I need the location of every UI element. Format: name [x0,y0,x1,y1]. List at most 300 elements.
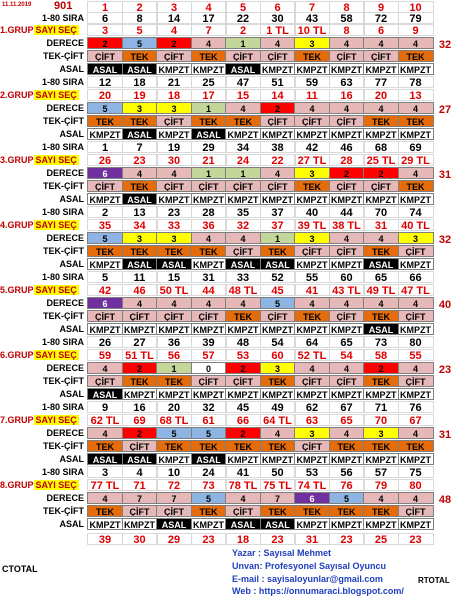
tekcift-label: TEK-ÇİFT [43,376,84,386]
derece-cell: 3 [398,232,434,244]
value-cell: 73 [191,479,227,491]
tekcift-cell: ÇİFT [294,440,330,452]
sayi-sec-badge: SAYI SEÇ [35,155,77,165]
asal-cell: KMPZT [294,193,330,205]
tekcift-cell: TEK [260,375,296,387]
sayi-sec-badge: SAYI SEÇ [35,25,77,35]
sira-cell: 14 [156,12,192,24]
derece-cell: 1 [191,167,227,179]
value-cell: 75 TL [260,479,296,491]
tekcift-cell: TEK [363,310,399,322]
tekcift-cell: ÇİFT [329,180,365,192]
sira-cell: 41 [225,466,261,478]
asal-cell: KMPZT [122,323,158,335]
value-cell: 19 [122,89,158,101]
asal-cell: ASAL [156,258,192,270]
sira-cell: 77 [363,76,399,88]
sira-cell: 71 [363,401,399,413]
asal-cell: KMPZT [329,323,365,335]
asal-cell: ASAL [191,453,227,465]
asal-cell: KMPZT [191,63,227,75]
derece-cell: 7 [122,492,158,504]
derece-cell: 5 [122,37,158,49]
asal-cell: KMPZT [156,128,192,140]
ctotal-label: CTOTAL [2,564,38,574]
tekcift-cell: TEK [398,50,434,62]
derece-cell: 2 [156,37,192,49]
asal-label: ASAL [59,259,84,269]
asal-cell: KMPZT [398,258,434,270]
derece-cell: 4 [294,362,330,374]
group-header: 8.GRUP SAYI SEÇ [0,480,77,490]
tekcift-cell: ÇİFT [122,310,158,322]
asal-cell: KMPZT [87,128,123,140]
value-cell: 6 [363,24,399,36]
column-header: 9 [363,1,399,13]
tekcift-cell: TEK [294,180,330,192]
tekcift-cell: TEK [260,440,296,452]
asal-cell: KMPZT [294,453,330,465]
group-header: 5.GRUP SAYI SEÇ [0,285,77,295]
derece-cell: 4 [225,102,261,114]
sira-label: 1-80 SIRA [41,207,84,217]
asal-cell: ASAL [191,128,227,140]
value-cell: 18 [156,89,192,101]
derece-cell: 3 [294,427,330,439]
derece-label: DERECE [46,493,84,503]
column-header: 2 [122,1,158,13]
asal-cell: ASAL [122,258,158,270]
value-cell: 63 [294,414,330,426]
derece-cell: 5 [156,427,192,439]
group-total: 27 [438,104,452,116]
value-cell: 5 [122,24,158,36]
value-cell: 41 [294,284,330,296]
derece-cell: 2 [363,167,399,179]
tekcift-cell: ÇİFT [156,505,192,517]
sira-cell: 79 [398,12,434,24]
sira-cell: 27 [122,336,158,348]
tekcift-cell: TEK [87,115,123,127]
asal-label: ASAL [59,194,84,204]
tekcift-cell: TEK [225,115,261,127]
derece-cell: 4 [225,232,261,244]
tekcift-cell: ÇİFT [398,245,434,257]
derece-cell: 4 [398,427,434,439]
asal-cell: KMPZT [225,128,261,140]
tekcift-cell: ÇİFT [329,115,365,127]
sira-cell: 18 [122,76,158,88]
tekcift-cell: TEK [191,50,227,62]
sira-cell: 17 [191,12,227,24]
asal-cell: KMPZT [225,193,261,205]
asal-cell: KMPZT [225,453,261,465]
value-cell: 31 [363,219,399,231]
asal-cell: KMPZT [329,388,365,400]
credits-author: Yazar : Sayısal Mehmet [232,548,332,558]
sira-cell: 24 [191,466,227,478]
sira-cell: 69 [398,141,434,153]
derece-cell: 5 [87,102,123,114]
value-cell: 25 TL [363,154,399,166]
derece-cell: 2 [87,37,123,49]
derece-cell: 4 [260,37,296,49]
value-cell: 32 [225,219,261,231]
derece-cell: 3 [122,102,158,114]
derece-cell: 0 [191,362,227,374]
value-cell: 59 [87,349,123,361]
tekcift-cell: ÇİFT [329,245,365,257]
sira-cell: 47 [225,76,261,88]
value-cell: 56 [156,349,192,361]
derece-cell: 4 [329,102,365,114]
sira-cell: 30 [260,12,296,24]
column-header: 8 [329,1,365,13]
tekcift-label: TEK-ÇİFT [43,181,84,191]
asal-cell: KMPZT [294,63,330,75]
group-header: 1.GRUP SAYI SEÇ [0,25,77,35]
group-header: 7.GRUP SAYI SEÇ [0,415,77,425]
credits-web: Web : https://onnumaraci.blogspot.com/ [232,586,404,596]
derece-cell: 2 [329,167,365,179]
sira-cell: 4 [122,466,158,478]
derece-cell: 6 [294,492,330,504]
value-cell: 70 [363,414,399,426]
derece-label: DERECE [46,168,84,178]
value-cell: 58 [363,349,399,361]
value-cell: 57 [191,349,227,361]
tekcift-cell: TEK [398,440,434,452]
date-label: 11.11.2019 [2,2,32,8]
asal-label: ASAL [59,519,84,529]
tekcift-cell: TEK [225,440,261,452]
asal-cell: KMPZT [329,63,365,75]
value-cell: 80 [398,479,434,491]
sira-cell: 67 [329,401,365,413]
value-cell: 53 [225,349,261,361]
sira-cell: 10 [156,466,192,478]
value-cell: 48 TL [225,284,261,296]
sira-cell: 37 [260,206,296,218]
value-cell: 24 [225,154,261,166]
sira-cell: 72 [363,12,399,24]
value-cell: 8 [329,24,365,36]
tekcift-cell: ÇİFT [225,505,261,517]
derece-cell: 6 [87,167,123,179]
group-header: 6.GRUP SAYI SEÇ [0,350,77,360]
tekcift-cell: TEK [260,245,296,257]
sira-cell: 2 [87,206,123,218]
derece-cell: 4 [398,102,434,114]
asal-cell: KMPZT [191,258,227,270]
group-total: 23 [438,364,452,376]
sira-cell: 36 [156,336,192,348]
asal-cell: KMPZT [122,388,158,400]
asal-cell: ASAL [260,518,296,530]
derece-cell: 4 [363,232,399,244]
sira-cell: 53 [294,466,330,478]
sira-cell: 70 [363,206,399,218]
value-cell: 22 [260,154,296,166]
tekcift-cell: ÇİFT [225,180,261,192]
ctotal-cell: 23 [260,533,296,545]
tekcift-cell: ÇİFT [363,180,399,192]
ctotal-cell: 23 [398,533,434,545]
derece-cell: 4 [156,297,192,309]
asal-label: ASAL [59,389,84,399]
sira-cell: 28 [191,206,227,218]
value-cell: 61 [191,414,227,426]
sira-cell: 12 [87,76,123,88]
sira-cell: 34 [225,141,261,153]
asal-label: ASAL [59,454,84,464]
sira-cell: 44 [329,206,365,218]
value-cell: 55 [398,349,434,361]
sira-cell: 22 [225,12,261,24]
asal-cell: ASAL [363,323,399,335]
asal-cell: ASAL [87,388,123,400]
value-cell: 39 TL [294,219,330,231]
value-cell: 62 TL [87,414,123,426]
sira-cell: 1 [87,141,123,153]
value-cell: 44 [191,284,227,296]
asal-cell: ASAL [225,518,261,530]
sira-cell: 31 [191,271,227,283]
value-cell: 78 TL [225,479,261,491]
sira-label: 1-80 SIRA [41,77,84,87]
tekcift-cell: TEK [87,440,123,452]
sira-cell: 21 [156,76,192,88]
derece-label: DERECE [46,38,84,48]
sira-cell: 7 [122,141,158,153]
tekcift-cell: TEK [363,375,399,387]
sira-cell: 76 [398,401,434,413]
asal-cell: KMPZT [329,453,365,465]
value-cell: 14 [260,89,296,101]
sira-cell: 60 [329,271,365,283]
sira-cell: 26 [87,336,123,348]
derece-cell: 4 [87,427,123,439]
derece-cell: 4 [398,297,434,309]
tekcift-cell: TEK [122,115,158,127]
asal-cell: ASAL [122,63,158,75]
sira-cell: 29 [191,141,227,153]
tekcift-cell: ÇİFT [122,440,158,452]
value-cell: 45 [260,284,296,296]
tekcift-cell: TEK [122,180,158,192]
asal-cell: KMPZT [122,518,158,530]
tekcift-cell: ÇİFT [329,375,365,387]
value-cell: 11 [294,89,330,101]
sira-cell: 5 [87,271,123,283]
sira-cell: 73 [363,336,399,348]
derece-cell: 3 [156,232,192,244]
tekcift-cell: ÇİFT [398,505,434,517]
asal-cell: KMPZT [260,63,296,75]
tekcift-cell: TEK [122,245,158,257]
derece-cell: 5 [191,427,227,439]
sira-cell: 33 [225,271,261,283]
sira-cell: 66 [398,271,434,283]
value-cell: 47 TL [398,284,434,296]
value-cell: 49 TL [363,284,399,296]
sira-cell: 19 [156,141,192,153]
asal-cell: KMPZT [87,258,123,270]
sira-cell: 40 [294,206,330,218]
asal-cell: KMPZT [191,518,227,530]
derece-label: DERECE [46,363,84,373]
tekcift-label: TEK-ÇİFT [43,51,84,61]
derece-cell: 2 [225,362,261,374]
sira-cell: 9 [87,401,123,413]
ctotal-cell: 25 [363,533,399,545]
value-cell: 54 [329,349,365,361]
credits-title: Unvan: Profesyonel Sayısal Oyuncu [232,561,387,571]
sira-cell: 3 [87,466,123,478]
derece-cell: 5 [87,232,123,244]
derece-cell: 4 [191,232,227,244]
sira-label: 1-80 SIRA [41,272,84,282]
derece-cell: 4 [329,362,365,374]
value-cell: 23 [122,154,158,166]
value-cell: 34 [122,219,158,231]
tekcift-cell: TEK [191,440,227,452]
asal-cell: KMPZT [363,193,399,205]
sira-cell: 49 [260,401,296,413]
asal-cell: KMPZT [329,518,365,530]
sira-cell: 50 [260,466,296,478]
derece-cell: 4 [329,232,365,244]
asal-cell: ASAL [87,63,123,75]
ctotal-cell: 31 [294,533,330,545]
derece-cell: 4 [329,37,365,49]
tekcift-cell: TEK [398,115,434,127]
sira-cell: 52 [260,271,296,283]
sira-cell: 8 [122,12,158,24]
tekcift-cell: TEK [363,115,399,127]
derece-cell: 1 [225,37,261,49]
group-header: 4.GRUP SAYI SEÇ [0,220,77,230]
derece-cell: 1 [225,167,261,179]
asal-cell: KMPZT [225,388,261,400]
derece-label: DERECE [46,233,84,243]
tekcift-label: TEK-ÇİFT [43,116,84,126]
derece-cell: 4 [87,362,123,374]
tekcift-cell: ÇİFT [260,50,296,62]
tekcift-cell: TEK [191,505,227,517]
group-total: 40 [438,299,452,311]
column-header: 10 [398,1,434,13]
tekcift-cell: ÇİFT [398,375,434,387]
asal-label: ASAL [59,129,84,139]
sira-cell: 74 [398,206,434,218]
tekcift-cell: TEK [156,245,192,257]
value-cell: 38 TL [329,219,365,231]
value-cell: 13 [398,89,434,101]
derece-cell: 7 [156,492,192,504]
tekcift-cell: ÇİFT [294,375,330,387]
sira-cell: 48 [225,336,261,348]
tekcift-cell: ÇİFT [225,375,261,387]
sira-cell: 46 [329,141,365,153]
asal-cell: ASAL [260,258,296,270]
sira-label: 1-80 SIRA [41,402,84,412]
value-cell: 21 [191,154,227,166]
sira-cell: 62 [294,401,330,413]
derece-cell: 7 [260,492,296,504]
tekcift-cell: ÇİFT [156,50,192,62]
derece-cell: 4 [363,492,399,504]
derece-cell: 4 [260,427,296,439]
derece-cell: 6 [87,297,123,309]
asal-cell: KMPZT [398,388,434,400]
value-cell: 26 [87,154,123,166]
asal-cell: KMPZT [225,323,261,335]
group-total: 31 [438,429,452,441]
asal-cell: KMPZT [191,323,227,335]
tekcift-cell: ÇİFT [225,245,261,257]
column-header: 4 [191,1,227,13]
tekcift-label: TEK-ÇİFT [43,311,84,321]
derece-cell: 4 [294,102,330,114]
derece-cell: 3 [156,102,192,114]
sira-cell: 65 [363,271,399,283]
sira-cell: 42 [294,141,330,153]
tekcift-cell: ÇİFT [260,310,296,322]
sayi-sec-badge: SAYI SEÇ [35,480,77,490]
sayi-sec-badge: SAYI SEÇ [35,285,77,295]
asal-cell: ASAL [225,258,261,270]
column-header: 7 [294,1,330,13]
sira-cell: 16 [122,401,158,413]
tekcift-cell: ÇİFT [294,245,330,257]
tekcift-cell: ÇİFT [191,310,227,322]
derece-cell: 4 [363,37,399,49]
tekcift-cell: TEK [363,245,399,257]
tekcift-cell: ÇİFT [156,310,192,322]
ctotal-cell: 39 [87,533,123,545]
asal-cell: KMPZT [363,388,399,400]
asal-label: ASAL [59,324,84,334]
asal-cell: KMPZT [294,258,330,270]
value-cell: 67 [398,414,434,426]
asal-cell: KMPZT [363,63,399,75]
ctotal-cell: 23 [191,533,227,545]
asal-cell: KMPZT [191,193,227,205]
tekcift-cell: TEK [260,505,296,517]
derece-cell: 4 [363,102,399,114]
sira-cell: 57 [363,466,399,478]
asal-cell: ASAL [225,63,261,75]
sira-cell: 13 [122,206,158,218]
column-header: 5 [225,1,261,13]
derece-cell: 4 [329,427,365,439]
value-cell: 9 [398,24,434,36]
sayi-sec-badge: SAYI SEÇ [35,415,77,425]
asal-cell: KMPZT [294,323,330,335]
derece-cell: 3 [122,232,158,244]
asal-cell: ASAL [122,128,158,140]
derece-cell: 4 [122,167,158,179]
tekcift-cell: ÇİFT [191,180,227,192]
derece-cell: 5 [191,492,227,504]
column-header: 1 [87,1,123,13]
sira-label: 1-80 SIRA [41,337,84,347]
tekcift-cell: TEK [398,180,434,192]
value-cell: 20 [363,89,399,101]
value-cell: 40 TL [398,219,434,231]
asal-cell: KMPZT [156,63,192,75]
